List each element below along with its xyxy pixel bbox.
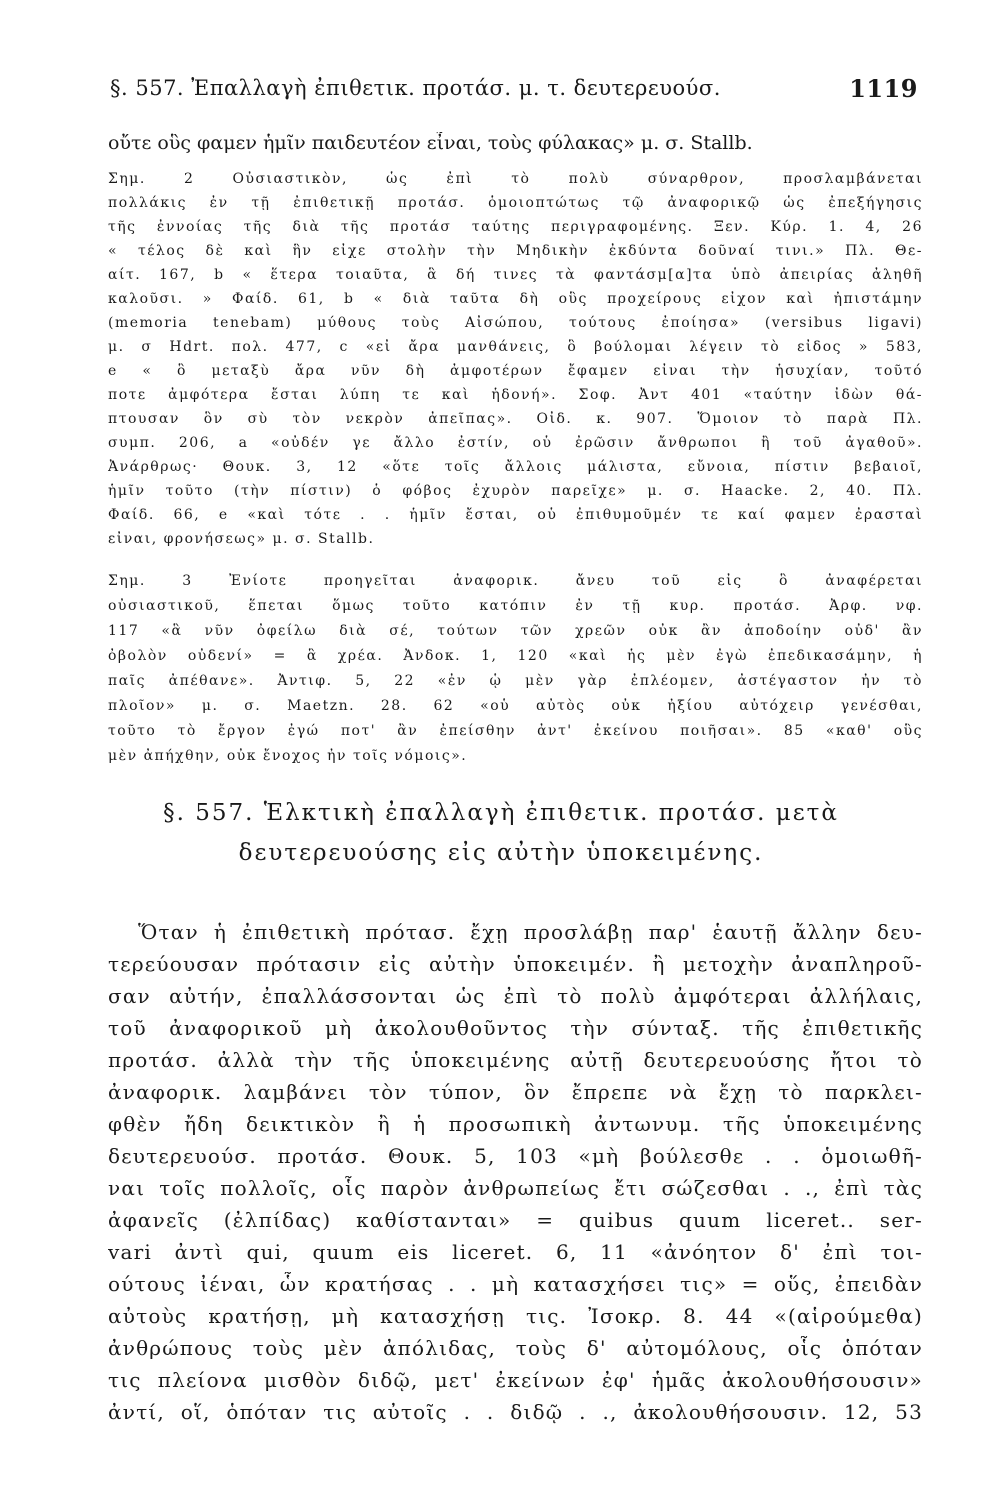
- running-header: [110, 76, 918, 110]
- note-2-line: (memoria tenebam) μύθους τοὺς Αἰσώπου, τούτους ἐποίησα» (versibus ligavi): [108, 315, 923, 331]
- body-line: ἀντί, οἵ, ὁπόταν τις αὐτοῖς . . διδῷ . ., ἀκολουθήσουσιν. 12, 53: [108, 1400, 923, 1424]
- section-heading-line-2: δευτερευούσης εἰς αὐτὴν ὑποκειμένης.: [238, 840, 764, 866]
- body-line: προτάσ. ἀλλὰ τὴν τῆς ὑποκειμένης αὐτῇ δευτερευούσης ἤτοι τὸ: [108, 1048, 923, 1072]
- note-2-line: συμπ. 206, a «οὐδέν γε ἄλλο ἐστίν, οὗ ἐρῶσιν ἄνθρωποι ἢ τοῦ ἀγαθοῦ».: [108, 435, 923, 451]
- note-2-line: « τέλος δὲ καὶ ἣν εἶχε στολὴν τὴν Μηδικὴν ἐκδύντα δοῦναί τινι.» Πλ. Θε-: [108, 243, 923, 259]
- note-3-line: τοῦτο τὸ ἔργον ἐγώ ποτ' ἂν ἐπείσθην ἀντ' ἐκείνου ποιῆσαι». 85 «καθ' οὓς: [108, 723, 923, 739]
- body-line: αὐτοὺς κρατήσῃ, μὴ κατασχήσῃ τις. Ἰσοκρ. 8. 44 «(αἱρούμεθα): [108, 1304, 923, 1328]
- note-3-line: παῖς ἀπέθανε». Ἀντιφ. 5, 22 «ἐν ᾧ μὲν γὰρ ἐπλέομεν, ἀστέγαστον ἦν τὸ: [108, 673, 923, 689]
- note-2-line: μ. σ Hdrt. πολ. 477, c «εἰ ἄρα μανθάνεις, ὃ βούλομαι λέγειν τὸ εἶδος » 583,: [108, 339, 923, 355]
- body-line: ἀναφορικ. λαμβάνει τὸν τύπον, ὃν ἔπρεπε νὰ ἔχῃ τὸ παρκλει-: [108, 1080, 923, 1104]
- note-2-line: ποτε ἀμφότερα ἔσται λύπη τε καὶ ἡδονή». Σοφ. Ἀντ 401 «ταύτην ἰδὼν θά-: [108, 387, 923, 403]
- note-2-line: εἶναι, φρονήσεως» μ. σ. Stallb.: [108, 531, 375, 547]
- note-2-line: ἡμῖν τοῦτο (τὴν πίστιν) ὁ φόβος ἐχυρὸν παρεῖχε» μ. σ. Haacke. 2, 40. Πλ.: [108, 483, 923, 499]
- body-line: ἀφανεῖς (ἐλπίδας) καθίστανται» = quibus quum liceret.. ser-: [108, 1208, 923, 1232]
- body-line: vari ἀντὶ qui, quum eis liceret. 6, 11 «ἀνόητον δ' ἐπὶ τοι-: [108, 1240, 923, 1264]
- page-number: 1119: [849, 74, 918, 103]
- note-3-line: μὲν ἀπήχθην, οὐκ ἔνοχος ἦν τοῖς νόμοις».: [108, 748, 468, 764]
- note-2-line: αίτ. 167, b « ἕτερα τοιαῦτα, ἃ δή τινες τὰ φαντάσμ[α]τα ὑπὸ ἀπειρίας ἀληθῆ: [108, 267, 923, 283]
- intro-line: οὔτε οὓς φαμεν ἡμῖν παιδευτέον εἶναι, τοὺς φύλακας» μ. σ. Stallb.: [108, 132, 753, 154]
- note-2-line: Σημ. 2 Οὐσιαστικὸν, ὡς ἐπὶ τὸ πολὺ σύναρθρον, προσλαμβάνεται: [108, 171, 923, 187]
- body-line: ούτους ἰέναι, ὧν κρατήσας . . μὴ κατασχήσει τις» = οὕς, ἐπειδὰν: [108, 1272, 923, 1296]
- body-line: φθὲν ἤδη δεικτικὸν ἢ ἡ προσωπικὴ ἀντωνυμ. τῆς ὑποκειμένης: [108, 1112, 923, 1136]
- body-line: τερεύουσαν πρότασιν εἰς αὐτὴν ὑποκειμέν. ἢ μετοχὴν ἀναπληροῦ-: [108, 952, 923, 976]
- note-3-line: ὀβολὸν οὐδενί» = ἃ χρέα. Ἀνδοκ. 1, 120 «καὶ ἧς μὲν ἐγὼ ἐπεδικασάμην, ἡ: [108, 648, 923, 664]
- body-line: ναι τοῖς πολλοῖς, οἷς παρὸν ἀνθρωπείως ἔτι σώζεσθαι . ., ἐπὶ τὰς: [108, 1176, 923, 1200]
- body-line: Ὅταν ἡ ἐπιθετικὴ πρότασ. ἔχῃ προσλάβῃ παρ' ἑαυτῇ ἄλλην δευ-: [138, 920, 923, 944]
- body-line: τις πλείονα μισθὸν διδῷ, μετ' ἐκείνων ἐφ' ἡμᾶς ἀκολουθήσουσιν»: [108, 1368, 923, 1392]
- body-line: τοῦ ἀναφορικοῦ μὴ ἀκολουθοῦντος τὴν σύνταξ. τῆς ἐπιθετικῆς: [108, 1016, 923, 1040]
- section-heading-line-1: §. 557. Ἑλκτικὴ ἐπαλλαγὴ ἐπιθετικ. προτάσ. μετὰ: [163, 800, 839, 826]
- note-2-line: e « ὃ μεταξὺ ἄρα νῦν δὴ ἀμφοτέρων ἔφαμεν εἶναι τὴν ἡσυχίαν, τοῦτό: [108, 363, 923, 379]
- note-3-line: οὐσιαστικοῦ, ἕπεται ὅμως τοῦτο κατόπιν ἐν τῇ κυρ. προτάσ. Ἀρφ. νφ.: [108, 598, 923, 614]
- note-3-line: Σημ. 3 Ἐνίοτε προηγεῖται ἀναφορικ. ἄνευ τοῦ εἰς ὃ ἀναφέρεται: [108, 573, 923, 589]
- note-2-line: καλοῦσι. » Φαίδ. 61, b « διὰ ταῦτα δὴ οὓς προχείρους εἶχον καὶ ἠπιστάμην: [108, 291, 923, 307]
- note-3-line: πλοῖον» μ. σ. Maetzn. 28. 62 «οὗ αὐτὸς οὐκ ἠξίου αὐτόχειρ γενέσθαι,: [108, 698, 923, 714]
- note-2-line: πτουσαν ὃν σὺ τὸν νεκρὸν ἀπεῖπας». Οἰδ. κ. 907. Ὅμοιον τὸ παρὰ Πλ.: [108, 411, 923, 427]
- body-line: σαν αὐτήν, ἐπαλλάσσονται ὡς ἐπὶ τὸ πολὺ ἀμφότεραι ἀλλήλαις,: [108, 984, 923, 1008]
- note-2-line: πολλάκις ἐν τῇ ἐπιθετικῇ προτάσ. ὁμοιοπτώτως τῷ ἀναφορικῷ ὡς ἐπεξήγησις: [108, 195, 923, 211]
- note-3-line: 117 «ἃ νῦν ὀφείλω διὰ σέ, τούτων τῶν χρεῶν οὐκ ἂν ἀποδοίην οὐδ' ἂν: [108, 623, 923, 639]
- body-line: δευτερευούσ. προτάσ. Θουκ. 5, 103 «μὴ βούλεσθε . . ὁμοιωθῆ-: [108, 1144, 923, 1168]
- running-header-title: §. 557. Ἐπαλλαγὴ ἐπιθετικ. προτάσ. μ. τ. δευτερευούσ.: [110, 76, 721, 100]
- note-2-line: τῆς ἐννοίας τῆς διὰ τῆς προτάσ ταύτης περιγραφομένης. Ξεν. Κύρ. 1. 4, 26: [108, 219, 923, 235]
- body-line: ἀνθρώπους τοὺς μὲν ἀπόλιδας, τοὺς δ' αὐτομόλους, οἷς ὁπόταν: [108, 1336, 923, 1360]
- note-2-line: Φαίδ. 66, e «καὶ τότε . . ἡμῖν ἔσται, οὗ ἐπιθυμοῦμέν τε καί φαμεν ἐρασταὶ: [108, 507, 923, 523]
- note-2-line: Ἀνάρθρως· Θουκ. 3, 12 «ὅτε τοῖς ἄλλοις μάλιστα, εὔνοια, πίστιν βεβαιοῖ,: [108, 459, 923, 475]
